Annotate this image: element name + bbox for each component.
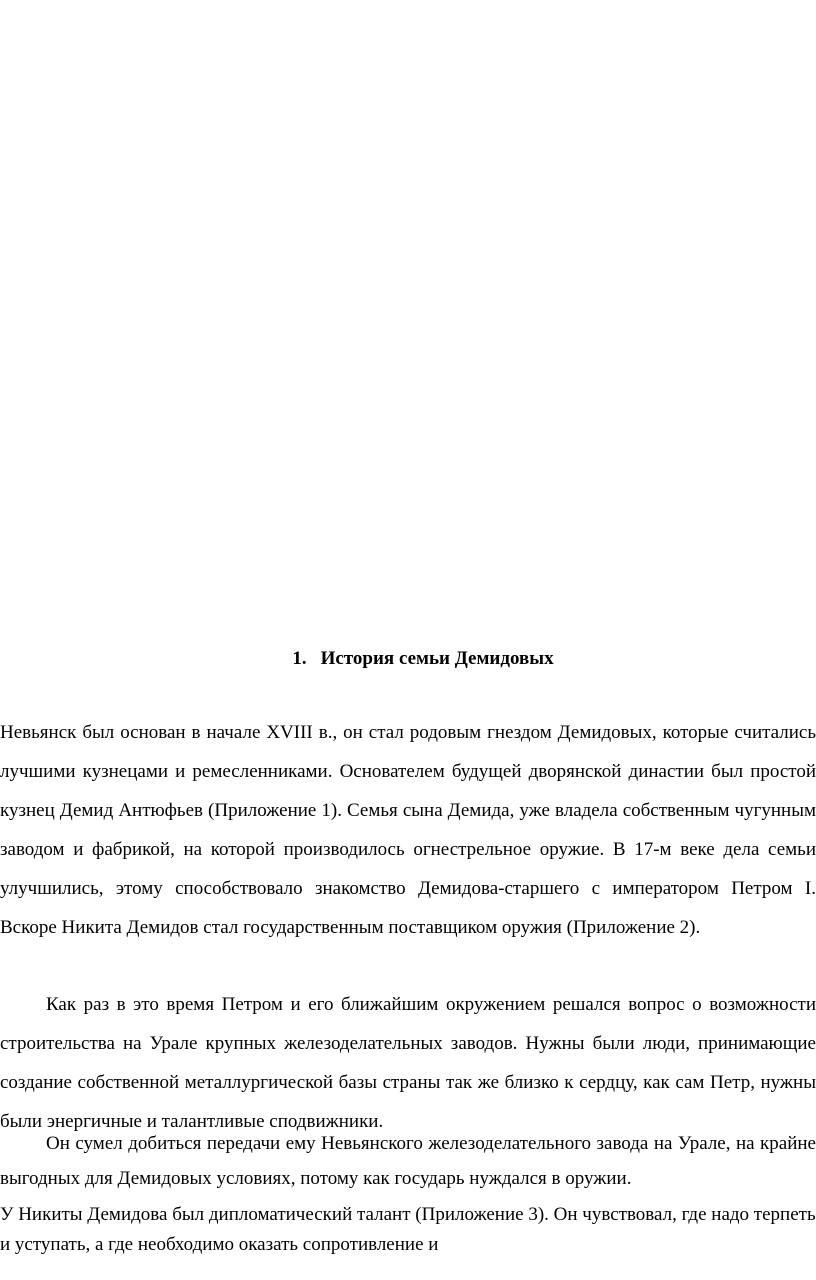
section-heading	[0, 646, 816, 672]
paragraph-4: У Никиты Демидова был дипломатический талант (Приложение 3). Он чувствовал, где надо терпеть и уступать, а где необходимо оказать сопротивление и	[0, 1204, 816, 1255]
section-number: 1.	[292, 648, 307, 669]
paragraph-2: Как раз в это время Петром и его ближайшим окружением решался вопрос о возможности строительства на Урале крупных железоделательных заводов. Нужны были люди, принимающие создание собственной металлургической базы страны так же близко к сердцу, как сам Петр, нужны были энергичные и талантливые сподвижники.	[0, 994, 816, 1132]
paragraph-1: Невьянск был основан в начале XVIII в., он стал родовым гнездом Демидовых, которые считались лучшими кузнецами и ремесленниками. Основателем будущей дворянской династии был простой кузнец Демид Антюфьев (Приложение 1). Семья сына Демида, уже владела собственным чугунным заводом и фабрикой, на которой производилось огнестрельное оружие. В 17-м веке дела семьи улучшились, этому способствовало знакомство Демидова-старшего с императором Петром I. Вскоре Никита Демидов стал государственным поставщиком оружия (Приложение 2).	[0, 722, 816, 938]
section-title: История семьи Демидовых	[320, 648, 554, 669]
paragraph-3: Он сумел добиться передачи ему Невьянского железоделательного завода на Урале, на крайне выгодных для Демидовых условиях, потому как государь нуждался в оружии.	[0, 1133, 816, 1189]
